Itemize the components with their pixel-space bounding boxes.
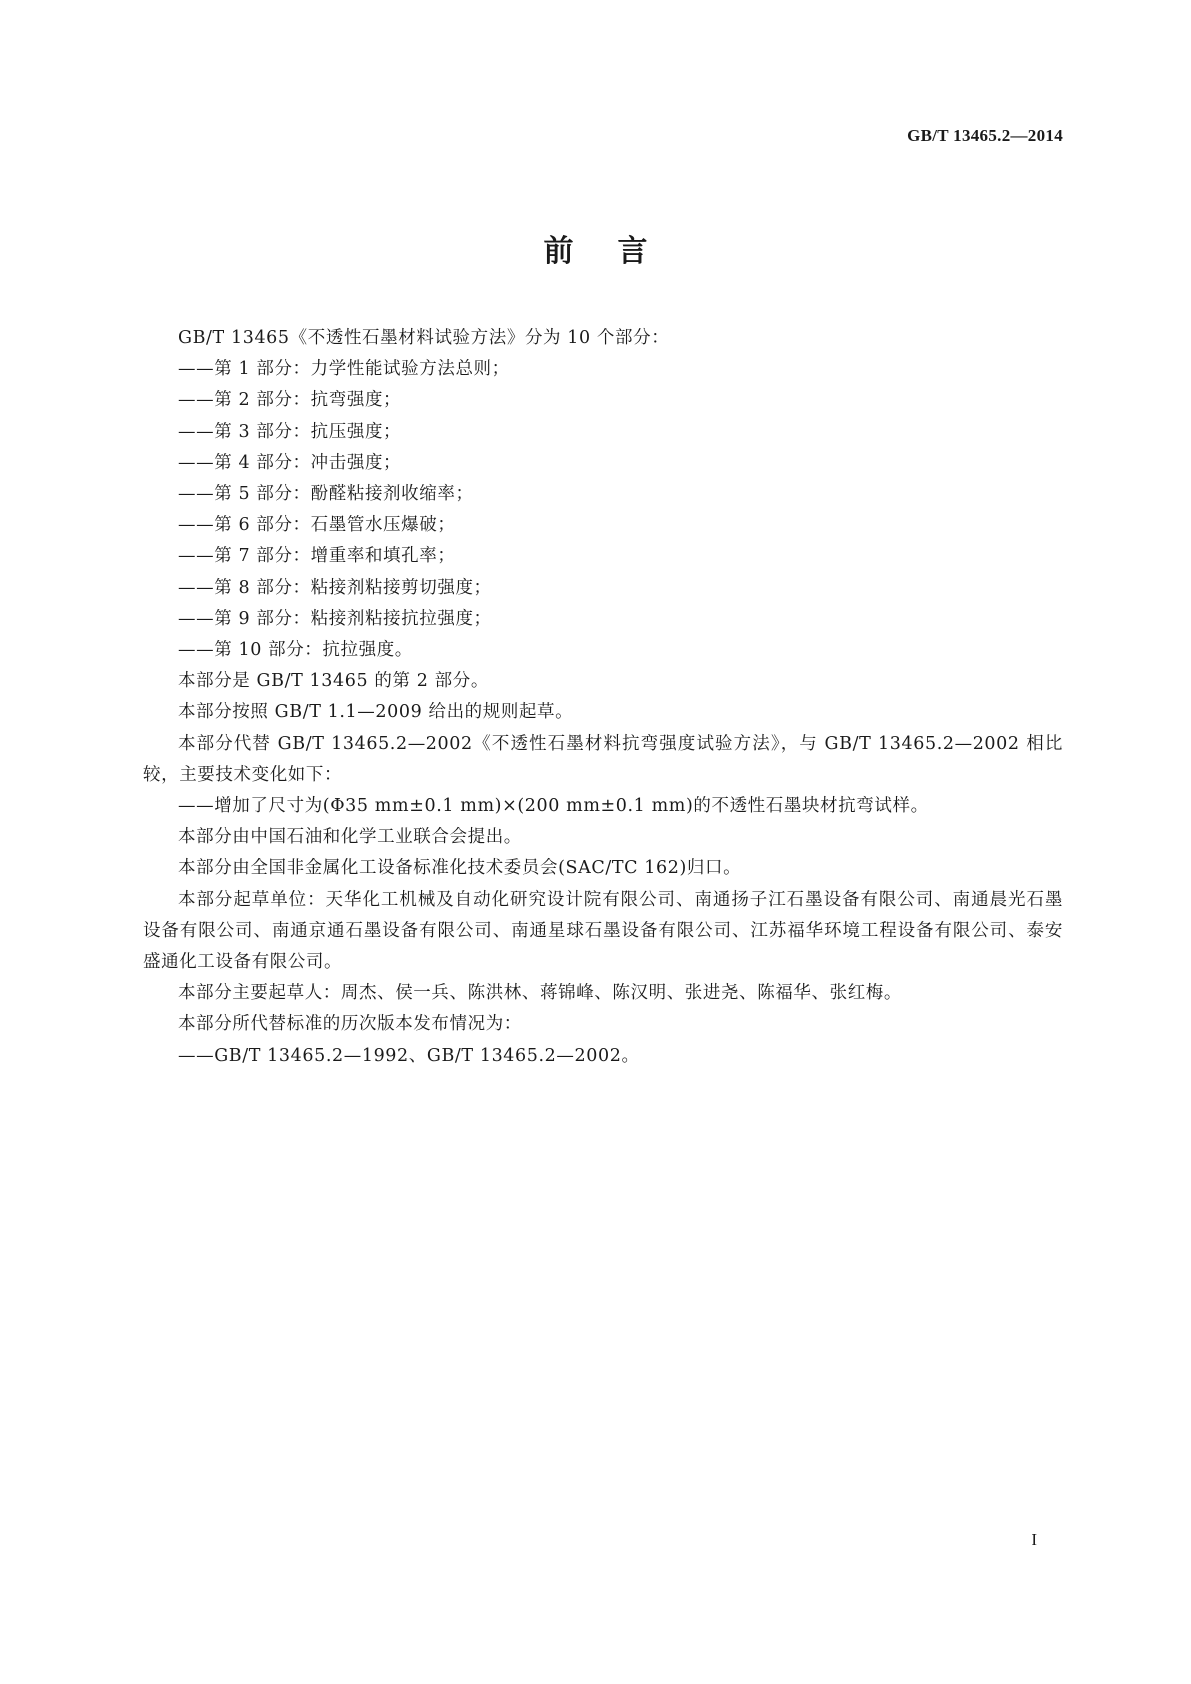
part-list-item: ——第 4 部分：冲击强度；	[178, 452, 402, 473]
part-list-item: ——第 2 部分：抗弯强度；	[178, 390, 402, 411]
part-list-item: ——第 10 部分：抗拉强度。	[178, 640, 413, 661]
part-list-item: ——第 8 部分：粘接剂粘接剪切强度；	[178, 577, 492, 598]
proposed-by-statement: 本部分由中国石油和化学工业联合会提出。	[178, 827, 522, 848]
drafters-statement: 本部分主要起草人：周杰、侯一兵、陈洪林、蒋锦峰、陈汉明、张进尧、陈福华、张红梅。	[178, 983, 902, 1004]
standard-number: GB/T 13465.2—2014	[907, 126, 1063, 145]
history-item: ——GB/T 13465.2—1992、GB/T 13465.2—2002。	[178, 1045, 640, 1066]
part-list-item: ——第 7 部分：增重率和填孔率；	[178, 546, 456, 567]
part-list-item: ——第 6 部分：石墨管水压爆破；	[178, 515, 456, 536]
history-intro: 本部分所代替标准的历次版本发布情况为：	[178, 1014, 522, 1035]
replaces-statement: 本部分代替 GB/T 13465.2—2002《不透性石墨材料抗弯强度试验方法》，与 GB/T 13465.2—2002 相比较，主要技术变化如下：	[143, 733, 1063, 785]
page-number: I	[1031, 1530, 1037, 1549]
part-list-item: ——第 1 部分：力学性能试验方法总则；	[178, 359, 510, 380]
technical-change-item: ——增加了尺寸为(Φ35 mm±0.1 mm)×(200 mm±0.1 mm)的不透性石墨块材抗弯试样。	[178, 796, 929, 817]
intro-paragraph: GB/T 13465《不透性石墨材料试验方法》分为 10 个部分：	[178, 328, 670, 348]
centralized-by-statement: 本部分由全国非金属化工设备标准化技术委员会(SAC/TC 162)归口。	[178, 858, 742, 879]
drafting-rules-statement: 本部分按照 GB/T 1.1—2009 给出的规则起草。	[178, 702, 574, 723]
page-title: 前言	[543, 234, 692, 269]
part-list-item: ——第 5 部分：酚醛粘接剂收缩率；	[178, 484, 474, 505]
drafting-units-statement: 本部分起草单位：天华化工机械及自动化研究设计院有限公司、南通扬子江石墨设备有限公司、南通晨光石墨设备有限公司、南通京通石墨设备有限公司、南通星球石墨设备有限公司、江苏福华环境工程设备有限公司、泰安盛通化工设备有限公司。	[143, 889, 1063, 973]
part-statement: 本部分是 GB/T 13465 的第 2 部分。	[178, 671, 489, 692]
part-list-item: ——第 9 部分：粘接剂粘接抗拉强度；	[178, 608, 492, 629]
foreword-body	[143, 323, 1063, 1072]
part-list-item: ——第 3 部分：抗压强度；	[178, 421, 402, 442]
